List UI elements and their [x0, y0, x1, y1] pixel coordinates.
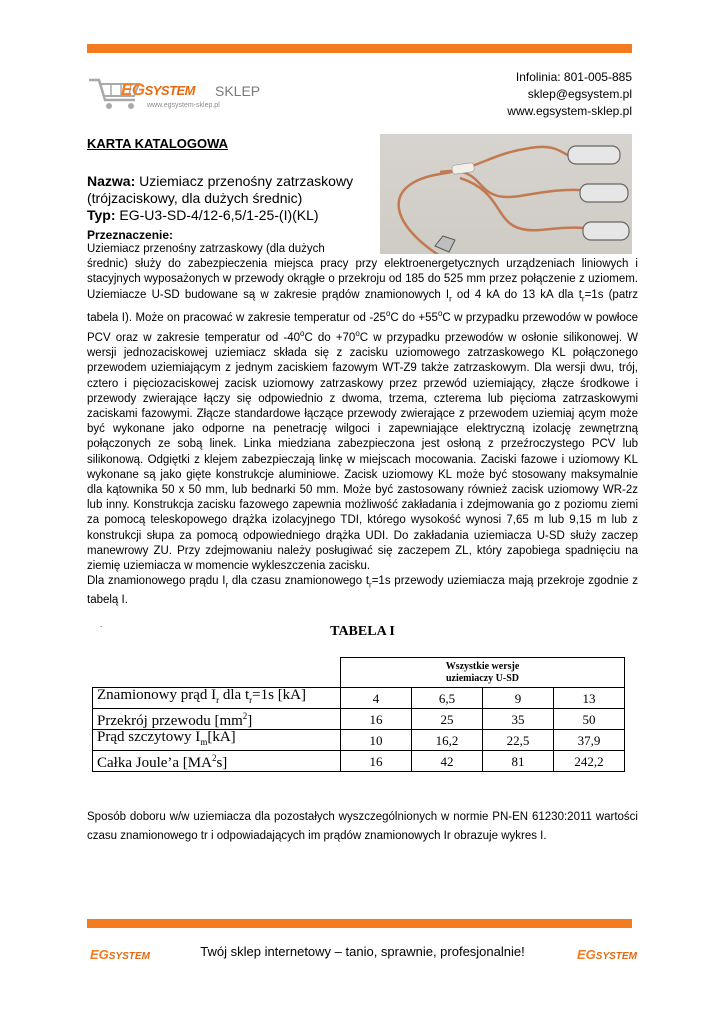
table-cell: 9	[483, 688, 554, 709]
infolinia: Infolinia: 801-005-885	[515, 70, 632, 84]
top-orange-bar	[87, 44, 632, 53]
logo-brand: EGSYSTEM	[121, 80, 196, 99]
row-label: Przekrój przewodu $[mm^2]$	[93, 709, 341, 730]
spec-table	[92, 657, 625, 772]
table-cell: 242,2	[554, 751, 625, 772]
description-text: Uziemiacz przenośny zatrzaskowy (dla dużych średnic) służy do zabezpieczenia miejsca pracy przy elektroenergetycznych urządzeniach liniowych i stacyjnych wyposażonych w przewody okrągłe o przekroju od 185 do 525 mm przez połączenie z uziomem. Uziemiacze U-SD budowane są w zakresie prądów znamionowych $I_r$ od 4 kA do 13 kA dla $t_r=1s$ (patrz tabela I). Może on pracować w zakresie temperatur od -25$^o$C do $+55^oC$ w przypadku przewodów w powłoce PCV oraz w zakresie temperatur od -40$^o$C do $+70^oC$ w przypadku przewodów w osłonie silikonowej. W wersji jednozaciskowej uziemiacz składa się z zacisku uziomowego zatrzaskowego KL połączonego przewodem uziemiającym z jednym zaciskiem fazowym WT-Z9 także zatrzaskowym. Dla wersji dwu, trój, cztero i pięciozaciskowej zacisk uziomowy zatrzaskowy przez przewód uziemiający, złącze środkowe i przewody zwierające łączy się odpowiednio z dwoma, trzema, czterema lub pięcioma zatrzaskowymi zaciskami fazowymi. Złącze standardowe łączące przewody zwierające z przewodem uziemiaj ącym może być wykonane jako odporne na penetrację wilgoci i zapewniające elektryczną izolację zewnętrzną połączonych ze sobą linek. Linka miedziana zabezpieczona jest osłoną z przeźroczystego PCV lub silikonową. Odgiętki z klejem zabezpieczają linkę w miejscach mocowania. Zaciski fazowe i uziomowy KL wykonane są jako gięte konstrukcje aluminiowe. Zacisk uziomowy KL może być stosowany maksymalnie dla kątownika 50 x 50 mm, lub bednarki 50 mm. Może być zastosowany również zacisk uziomowy WR-2z lub inny. Konstrukcja zacisku fazowego zapewnia możliwość zakładania i zdejmowania go z poziomu ziemi za pomocą teleskopowego drążka izolacyjnego TDI, którego wysokość wynosi 7,65 m lub 9,15 m lub z konstrukcji słupa za pomocą odpowiedniego drążka UDI. Do zakładania uziemiacza U-SD służy zaczep manewrowy ZU. Przy zdejmowaniu należy posługiwać się zaczepem ZL, który zapobiega spadnięciu na ziemię uziemiacza w momencie wykleszczenia zacisku. Dla znamionowego prądu $I_r$ dla czasu znamionowego $t_r=1s$ przewody uziemiacza mają przekroje zgodnie z tabelą I.	[87, 243, 639, 606]
egsystem-sklep-logo[interactable]	[87, 72, 267, 120]
stray-dot: .	[100, 620, 103, 629]
table-cell: 42	[412, 751, 483, 772]
table-cell: 16	[341, 709, 412, 730]
logo-sklep: SKLEP	[215, 83, 261, 99]
contact-info	[507, 69, 632, 120]
table-cell: 81	[483, 751, 554, 772]
product-name-block	[87, 173, 377, 224]
bottom-orange-bar	[87, 919, 632, 928]
table-cell: 25	[412, 709, 483, 730]
row-label: Znamionowy prąd $I_r$ dla $t_r=1s$ [kA]	[93, 688, 341, 709]
table-cell: 13	[554, 688, 625, 709]
email-link[interactable]: sklep@egsystem.pl	[527, 87, 632, 101]
table-title: TABELA I	[330, 624, 395, 639]
table-cell: 37,9	[554, 730, 625, 751]
table-row	[93, 751, 625, 772]
table-header: Wszystkie wersje uziemiaczy U-SD	[341, 658, 625, 688]
table-cell: 16	[341, 751, 412, 772]
row-label: Prąd szczytowy $I_m[kA]$	[93, 730, 341, 751]
przeznaczenie-heading: Przeznaczenie:	[87, 228, 174, 242]
footer-tagline: Twój sklep internetowy – tanio, sprawnie, profesjonalnie!	[200, 944, 525, 959]
table-cell: 35	[483, 709, 554, 730]
website-link[interactable]: www.egsystem-sklep.pl	[507, 104, 632, 118]
table-row	[93, 709, 625, 730]
table-cell: 4	[341, 688, 412, 709]
table-cell: 10	[341, 730, 412, 751]
table-header-row	[93, 658, 625, 688]
description-first-line: Uziemiacz przenośny zatrzaskowy (dla dużych	[87, 243, 325, 255]
table-cell: 22,5	[483, 730, 554, 751]
footer-logo-left: EGSYSTEM	[90, 947, 150, 962]
sposob-paragraph: Sposób doboru w/w uziemiacza dla pozostałych wyszczególnionych w normie PN-EN 61230:2011 wartości czasu znamionowego tr i odpowiadających im prądów znamionowych Ir obrazuje wykres I.	[87, 811, 638, 842]
page-title: KARTA KATALOGOWA	[87, 136, 229, 151]
table-cell: 16,2	[412, 730, 483, 751]
logo-url: www.egsystem-sklep.pl	[147, 102, 220, 109]
table-row	[93, 730, 625, 751]
footer-logo-right: EGSYSTEM	[577, 947, 637, 962]
table-row	[93, 688, 625, 709]
product-type: Typ: EG-U3-SD-4/12-6,5/1-25-(I)(KL)	[87, 207, 319, 223]
product-photo	[380, 134, 632, 254]
product-name: Nazwa: Uziemiacz przenośny zatrzaskowy (trójzaciskowy, dla dużych średnic)	[87, 173, 354, 206]
table-cell: 6,5	[412, 688, 483, 709]
row-label: Całka Joule’a $[MA^2s]$	[93, 751, 341, 772]
table-cell: 50	[554, 709, 625, 730]
